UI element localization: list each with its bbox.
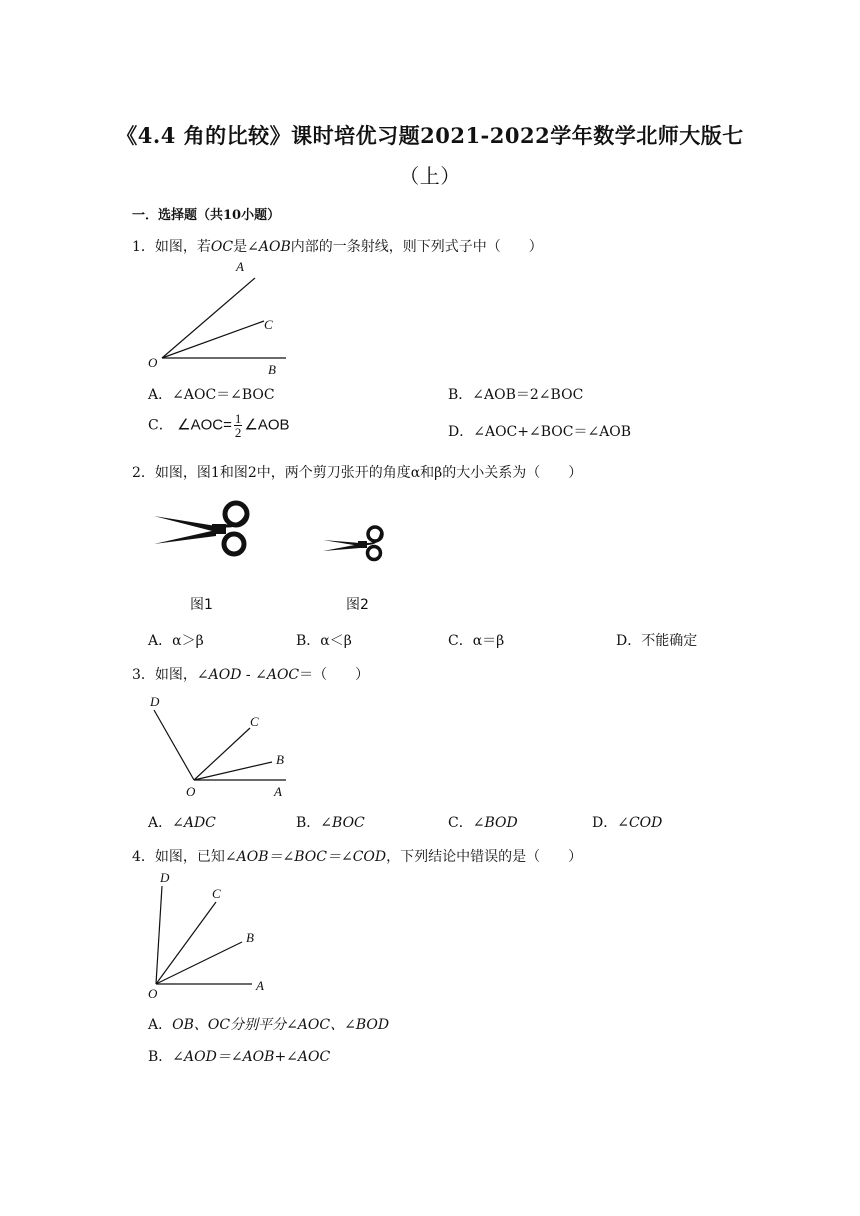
q4-label-b: B [246,930,254,945]
q1-option-b[interactable]: B．∠AOB＝2∠BOC [448,387,584,403]
q1-option-a[interactable]: A．∠AOC＝∠BOC [148,387,275,403]
q1-label-o: O [148,355,158,370]
document-title-continued: （上） [399,164,461,188]
q3-label-b: B [276,752,284,767]
q2-option-a[interactable]: A．α＞β [148,633,204,649]
q3-label-o: O [186,784,196,799]
q3-option-b[interactable]: B．∠BOC [296,815,365,831]
q4-ray-oc [156,902,216,984]
q4-figure [140,866,280,1002]
q4-label-a: A [256,978,264,993]
q2-option-d[interactable]: D．不能确定 [616,633,698,649]
figure-2-caption: 图2 [346,597,369,613]
q3-option-c[interactable]: C．∠BOD [448,815,518,831]
q1-label-b: B [268,362,276,377]
q1-label-c: C [264,317,273,332]
q4-label-c: C [212,886,221,901]
q3-option-d[interactable]: D．∠COD [592,815,663,831]
fraction-one-half: $\frac{1}{2}$ [234,411,242,440]
q2-option-c[interactable]: C．α＝β [448,633,505,649]
q4-ray-od [156,886,162,984]
q4-option-a[interactable]: A．OB、OC分别平分∠AOC、∠BOD [148,1017,390,1033]
q3-ray-oc [194,728,250,780]
q1-stem-suffix: 内部的一条射线，则下列式子中（ ） [290,239,543,255]
q1-option-c[interactable] [148,412,290,439]
q1-stem-mid: 是∠ [233,239,259,255]
q3-ray-od [154,710,194,780]
q3-ray-ob [194,762,272,780]
scissors-large-icon [150,496,260,562]
document-title: 《4.4 角的比较》课时培优习题2021-2022学年数学北师大版七 [116,123,744,148]
figure-1-caption: 图1 [190,597,213,613]
q3-figure [140,690,300,802]
q1-option-c-right: ∠AOB [244,416,290,434]
scissors-small-icon [320,520,390,566]
q1-option-c-prefix: C． [148,417,173,434]
q4-ray-ob [156,942,242,984]
q2-option-b[interactable]: B．α＜β [296,633,352,649]
question-1-stem [132,236,543,256]
q4-label-d: D [160,870,170,885]
q3-label-a: A [274,784,282,799]
question-4-stem: 4．如图，已知∠AOB＝∠BOC＝∠COD，下列结论中错误的是（ ） [132,849,583,865]
question-3-stem: 3．如图，∠AOD - ∠AOC＝（ ） [132,667,370,683]
q1-ray-oc [162,321,264,358]
q4-label-o: O [148,986,158,1001]
q1-ray-oa [162,278,255,358]
question-2-stem: 2．如图，图1和图2中，两个剪刀张开的角度α和β的大小关系为（ ） [132,465,583,481]
q1-option-c-left: ∠AOC= [177,416,232,434]
q3-option-a[interactable]: A．∠ADC [148,815,216,831]
section-heading: 一．选择题（共10小题） [132,208,281,223]
q1-option-d[interactable]: D．∠AOC+∠BOC＝∠AOB [448,424,632,440]
q1-label-a: A [236,259,244,274]
q4-option-b[interactable]: B．∠AOD＝∠AOB+∠AOC [148,1049,331,1065]
q3-label-c: C [250,714,259,729]
q3-label-d: D [150,694,160,709]
q1-stem-oc: OC [210,239,234,255]
q1-stem-aob: AOB [258,239,291,255]
q1-stem-prefix: 1．如图，若 [132,239,211,255]
q1-figure [140,258,300,380]
